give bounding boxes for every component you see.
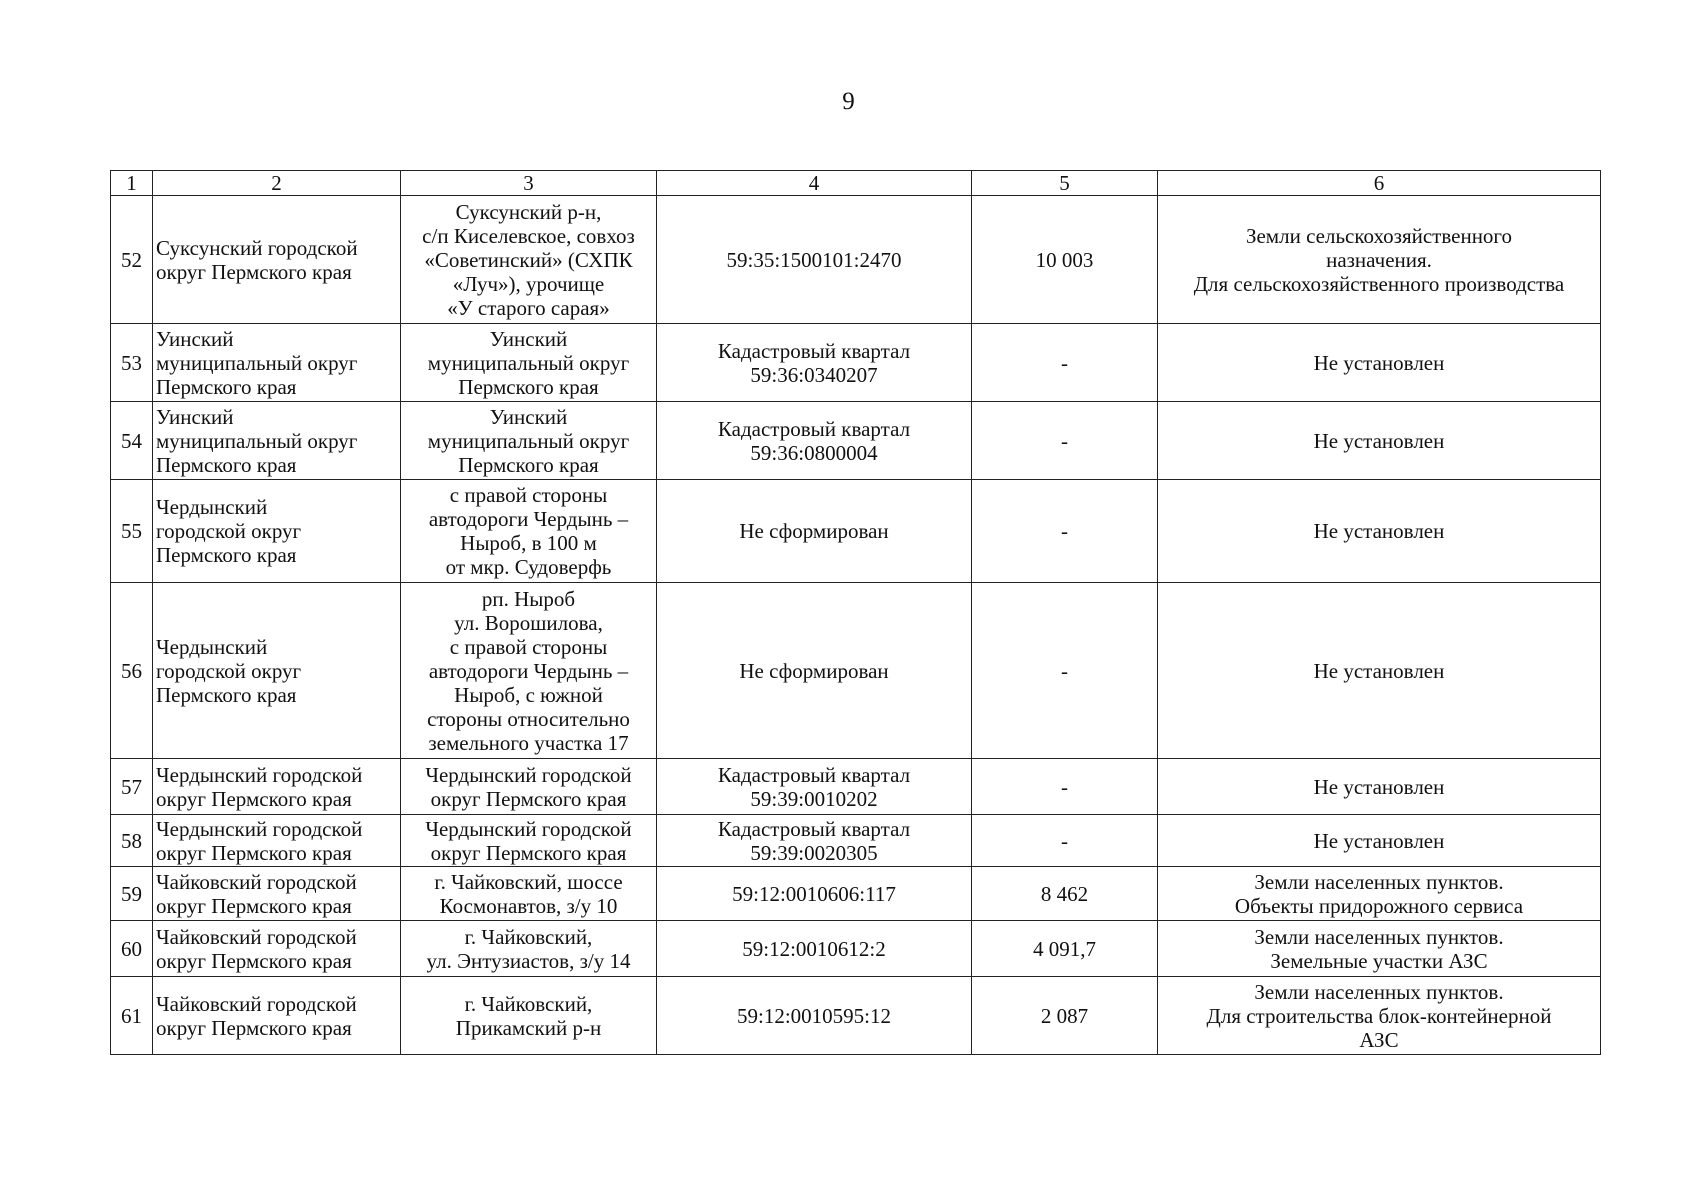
area-cell: 10 003 [972, 196, 1158, 324]
location-cell: с правой стороны автодороги Чердынь – Ныроб, в 100 м от мкр. Судоверфь [401, 480, 657, 583]
land-category-cell: Не установлен [1158, 402, 1601, 480]
municipality-cell: Уинский муниципальный округ Пермского края [153, 324, 401, 402]
row-number: 55 [111, 480, 153, 583]
land-category-cell: Земли сельскохозяйственного назначения. Для сельскохозяйственного производства [1158, 196, 1601, 324]
column-header-5: 5 [972, 171, 1158, 196]
municipality-cell: Чайковский городской округ Пермского края [153, 921, 401, 977]
land-category-cell: Земли населенных пунктов. Объекты придорожного сервиса [1158, 867, 1601, 921]
land-category-cell: Не установлен [1158, 759, 1601, 815]
land-category-cell: Не установлен [1158, 815, 1601, 867]
location-cell: г. Чайковский, шоссе Космонавтов, з/у 10 [401, 867, 657, 921]
table-row [111, 815, 1601, 867]
cadastral-number-cell: Кадастровый квартал 59:39:0010202 [657, 759, 972, 815]
row-number: 53 [111, 324, 153, 402]
location-cell: Уинский муниципальный округ Пермского края [401, 402, 657, 480]
page-number: 9 [842, 88, 855, 115]
column-header-3: 3 [401, 171, 657, 196]
row-number: 54 [111, 402, 153, 480]
column-header-2: 2 [153, 171, 401, 196]
table-row [111, 324, 1601, 402]
table-row [111, 977, 1601, 1055]
municipality-cell: Чайковский городской округ Пермского края [153, 977, 401, 1055]
cadastral-number-cell: Кадастровый квартал 59:36:0340207 [657, 324, 972, 402]
area-cell: - [972, 402, 1158, 480]
row-number: 56 [111, 583, 153, 759]
table-row [111, 867, 1601, 921]
land-category-cell: Земли населенных пунктов. Для строительства блок-контейнерной АЗС [1158, 977, 1601, 1055]
table-header-row [111, 171, 1601, 196]
row-number: 59 [111, 867, 153, 921]
location-cell: Чердынский городской округ Пермского края [401, 759, 657, 815]
table-row [111, 402, 1601, 480]
land-category-cell: Не установлен [1158, 480, 1601, 583]
table-row [111, 921, 1601, 977]
location-cell: Суксунский р-н, с/п Киселевское, совхоз «Советинский» (СХПК «Луч»), урочище «У старого сарая» [401, 196, 657, 324]
municipality-cell: Чердынский городской округ Пермского края [153, 815, 401, 867]
municipality-cell: Уинский муниципальный округ Пермского края [153, 402, 401, 480]
municipality-cell: Чайковский городской округ Пермского края [153, 867, 401, 921]
cadastral-number-cell: Кадастровый квартал 59:36:0800004 [657, 402, 972, 480]
municipality-cell: Чердынский городской округ Пермского края [153, 480, 401, 583]
column-header-6: 6 [1158, 171, 1601, 196]
table-row [111, 583, 1601, 759]
row-number: 58 [111, 815, 153, 867]
location-cell: г. Чайковский, Прикамский р-н [401, 977, 657, 1055]
area-cell: - [972, 480, 1158, 583]
table-row [111, 480, 1601, 583]
cadastral-number-cell: 59:12:0010612:2 [657, 921, 972, 977]
column-header-4: 4 [657, 171, 972, 196]
cadastral-number-cell: 59:12:0010606:117 [657, 867, 972, 921]
area-cell: - [972, 583, 1158, 759]
cadastral-number-cell: 59:35:1500101:2470 [657, 196, 972, 324]
location-cell: Уинский муниципальный округ Пермского края [401, 324, 657, 402]
row-number: 52 [111, 196, 153, 324]
row-number: 57 [111, 759, 153, 815]
table-body [111, 171, 1601, 1055]
area-cell: 2 087 [972, 977, 1158, 1055]
land-category-cell: Не установлен [1158, 583, 1601, 759]
location-cell: рп. Ныроб ул. Ворошилова, с правой стороны автодороги Чердынь – Ныроб, с южной стороны относительно земельного участка 17 [401, 583, 657, 759]
cadastral-number-cell: Не сформирован [657, 480, 972, 583]
area-cell: 8 462 [972, 867, 1158, 921]
table-row [111, 196, 1601, 324]
row-number: 60 [111, 921, 153, 977]
land-category-cell: Земли населенных пунктов. Земельные участки АЗС [1158, 921, 1601, 977]
cadastral-number-cell: Не сформирован [657, 583, 972, 759]
municipality-cell: Чердынский городской округ Пермского края [153, 583, 401, 759]
area-cell: - [972, 759, 1158, 815]
area-cell: - [972, 324, 1158, 402]
row-number: 61 [111, 977, 153, 1055]
cadastral-number-cell: Кадастровый квартал 59:39:0020305 [657, 815, 972, 867]
table-row [111, 759, 1601, 815]
column-header-1: 1 [111, 171, 153, 196]
municipality-cell: Суксунский городской округ Пермского края [153, 196, 401, 324]
area-cell: - [972, 815, 1158, 867]
area-cell: 4 091,7 [972, 921, 1158, 977]
cadastral-number-cell: 59:12:0010595:12 [657, 977, 972, 1055]
municipality-cell: Чердынский городской округ Пермского края [153, 759, 401, 815]
location-cell: г. Чайковский, ул. Энтузиастов, з/у 14 [401, 921, 657, 977]
land-plots-table [110, 170, 1601, 1055]
land-category-cell: Не установлен [1158, 324, 1601, 402]
location-cell: Чердынский городской округ Пермского края [401, 815, 657, 867]
